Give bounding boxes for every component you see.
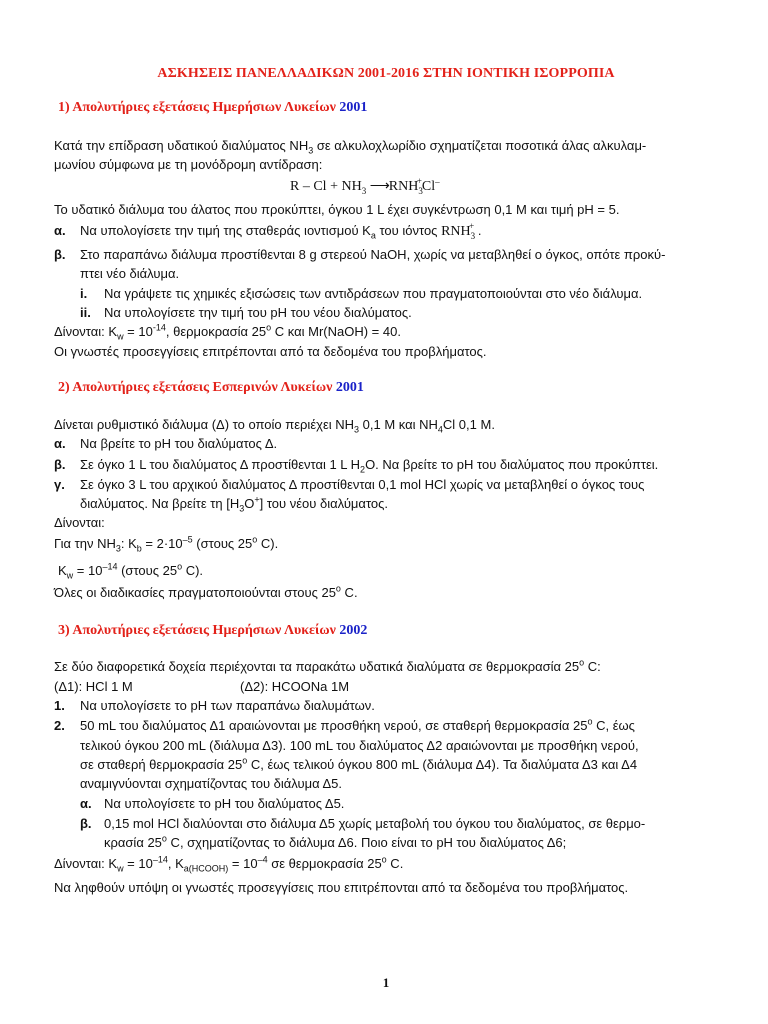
s2-a-label: α. [54,436,66,451]
s2-a-text: Να βρείτε το pH του διαλύματος Δ. [80,436,278,451]
s3-solution-d2: (Δ2): HCOONa 1M [240,679,350,694]
s2-b-text: Σε όγκο 1 L του διαλύματος Δ προστίθενται 1 L H [80,457,361,472]
s3-a-text: Να υπολογίσετε το pH του διαλύματος Δ5. [104,796,345,811]
s2-kw4: C). [182,563,204,578]
s3-solution-d1: (Δ1): HCl 1 M [54,679,133,694]
s3-question-2-l4: αναμιγνύονται σχηματίζοντας του διάλυμα Δ5. [80,776,343,791]
s1-question-b-i [80,285,642,303]
s3-a-label: α. [80,796,92,811]
s2-b-text2: O. Να βρείτε το pH του διαλύματος που προκύπτει. [365,457,659,472]
s1-paragraph-3: Το υδατικό διάλυμα του άλατος που προκύπτει, όγκου 1 L έχει συγκέντρωση 0,1 M και τιμή pH = 5. [54,202,620,217]
s2-given-kb: Για την $NH_3$: $K_b = 2\cdot 10^{-5}$ (στους 25$^o$ C). [54,534,279,554]
section-1-heading-text: 1) Απολυτήριες εξετάσεις Ημερήσιων Λυκείων [58,100,340,115]
s3-paragraph: Σε δύο διαφορετικά δοχεία περιέχονται τα παρακάτω υδατικά διαλύματα σε θερμοκρασία 25$^o$ C: [54,657,601,674]
s3-n2-label: 2. [54,718,65,733]
s3-b-l1: 0,15 mol HCl διαλύονται στο διάλυμα Δ5 χωρίς μεταβολή του όγκου του διαλύματος, σε θερμο- [104,816,646,831]
s3-n2-l3: σε σταθερή θερμοκρασία 25 [80,757,243,772]
page-number: 1 [382,975,390,990]
s1-b-label: β. [54,247,66,262]
s2-p1: Δίνεται ρυθμιστικό διάλυμα (Δ) το οποίο περιέχει ΝΗ [54,417,355,432]
s1-reaction-equation: $R - Cl + NH_3$ $⟶RNH_3^+Cl^-$ [290,176,440,196]
s2-nh3e: C). [257,536,279,551]
s3-note: Να ληφθούν υπόψη οι γνωστές προσεγγίσεις που επιτρέπονται από τα δεδομένα του προβλήματος. [54,880,629,895]
s2-paragraph: Δίνεται ρυθμιστικό διάλυμα (Δ) το οποίο περιέχει $NH_3$ 0,1 M και $NH_4Cl$ 0,1 M. [54,417,495,435]
s3-given-3: , K [167,856,184,871]
section-1-year: 2001 [339,100,368,115]
s2-question-a [54,435,277,453]
s2-all-1: Όλες οι διαδικασίες πραγματοποιούνται στους 25 [54,585,336,600]
s2-p1c: Cl 0,1 M. [442,417,495,432]
s3-b-l2: κρασία 25 [104,835,162,850]
s3-question-2a [80,795,344,813]
s1-paragraph: Κατά την επίδραση υδατικού διαλύματος $NH_3$ σε αλκυλοχλωρίδιο σχηματίζεται ποσοτικά άλας αλκυλαμ- [54,138,647,156]
s2-kw3: (στους 25 [117,563,178,578]
s2-all-conditions: Όλες οι διαδικασίες πραγματοποιούνται στους 25$^o$ C. [54,583,358,600]
s1-ii-label: ii. [80,305,91,320]
s2-all-2: C. [340,585,358,600]
s2-p1b: 0,1 M και NH [359,417,438,432]
s2-b-label: β. [54,457,66,472]
s3-given-6: C. [386,856,404,871]
s3-n1-label: 1. [54,698,65,713]
s3-given-5: σε θερμοκρασία 25 [267,856,382,871]
s3-given-2: = 10 [123,856,153,871]
s1-question-b-ii [80,304,412,322]
section-3-heading [58,623,367,639]
s2-given-kw: $K_w = 10^{-14}$ (στους 25$^o$ C). [58,561,204,581]
s3-n1-text: Να υπολογίσετε το pH των παραπάνω διαλυμάτων. [80,698,375,713]
s1-b-text1: Στο παραπάνω διάλυμα προστίθενται 8 g στερεού NaOH, χωρίς να μεταβληθεί ο όγκος, οπότε προκύ- [80,247,666,262]
s3-p1b: C: [584,659,601,674]
s1-p1a: Κατά την επίδραση υδατικού διαλύματος ΝΗ [54,138,309,153]
s2-question-b: β. Σε όγκο 1 L του διαλύματος Δ προστίθενται 1 L $H_2O$. Να βρείτε το pH του διαλύματος που προκύπτει. [54,457,659,475]
s3-given: Δίνονται: $K_w = 10^{-14}$, $K_{a(HCOOH)} = 10^{-4}$ σε θερμοκρασία 25$^o$ C. [54,854,404,874]
s3-p1: Σε δύο διαφορετικά δοχεία περιέχονται τα παρακάτω υδατικά διαλύματα σε θερμοκρασία 25 [54,659,580,674]
s1-ii-text: Να υπολογίσετε την τιμή του pH του νέου διαλύματος. [104,305,412,320]
s1-i-label: i. [80,286,88,301]
section-3-heading-text: 3) Απολυτήριες εξετάσεις Ημερήσιων Λυκείων [58,623,340,638]
s1-given-1: Δίνονται: K [54,324,118,339]
s1-given-4: C και Mr(NaOH) = 40. [271,324,401,339]
s2-c-2c: ] του νέου διαλύματος. [259,496,388,511]
s1-given-3: , θερμοκρασία 25 [165,324,267,339]
s1-note: Οι γνωστές προσεγγίσεις επιτρέπονται από τα δεδομένα του προβλήματος. [54,344,487,359]
document-title: ΑΣΚΗΣΕΙΣ ΠΑΝΕΛΛΑΔΙΚΩΝ 2001-2016 ΣΤΗΝ ΙΟΝΤΙΚΗ ΙΣΟΡΡΟΠΙΑ [157,66,615,81]
s3-n2-l1: 50 mL του διαλύματος Δ1 αραιώνονται με προσθήκη νερού, σε σταθερή θερμοκρασία 25 [80,718,588,733]
s2-nh3a: Για την ΝΗ [54,536,116,551]
section-2-heading-text: 2) Απολυτήριες εξετάσεις Εσπερινών Λυκείων [58,380,336,395]
s2-c-label: γ. [54,477,65,492]
s3-given-1: Δίνονται: K [54,856,118,871]
s2-nh3c: = 2·10 [141,536,183,551]
s3-n2-l3b: C, έως τελικού όγκου 800 mL (διάλυμα Δ4). Τα διαλύματα Δ3 και Δ4 [247,757,638,772]
section-3-year: 2002 [339,623,368,638]
section-1-heading [58,100,367,116]
s2-c-2a: διαλύματος. Να βρείτε τη [H [80,496,240,511]
s3-question-2: 2. 50 mL του διαλύματος Δ1 αραιώνονται με προσθήκη νερού, σε σταθερή θερμοκρασία 25$^o$ C, έως [54,716,635,733]
s1-a-text2: του ιόντος [375,223,442,238]
s1-a-label: α. [54,223,66,238]
s3-b-l2b: C, σχηματίζοντας το διάλυμα Δ6. Ποιο είναι το pH του διαλύματος Δ6; [166,835,567,850]
s3-question-2-l3: σε σταθερή θερμοκρασία 25$^o$ C, έως τελικού όγκου 800 mL (διάλυμα Δ4). Τα διαλύματα Δ3 και Δ4 [80,755,638,772]
s2-nh3b: : K [120,536,137,551]
s2-kw1: K [58,563,67,578]
s2-c-2b: O [244,496,255,511]
s3-question-2b [80,815,645,833]
s1-question-b [54,246,665,264]
s1-a-text: Να υπολογίσετε την τιμή της σταθεράς ιοντισμού K [80,223,371,238]
s3-question-2-l2: τελικού όγκου 200 mL (διάλυμα Δ3). 100 mL του διαλύματος Δ2 αραιώνονται με προσθήκη νερού, [80,738,639,753]
s3-question-1 [54,697,375,715]
s3-b-label: β. [80,816,92,831]
section-2-heading [58,380,364,396]
section-2-year: 2001 [335,380,364,395]
s3-given-4: = 10 [228,856,258,871]
s1-paragraph-2: μωνίου σύμφωνα με τη μονόδρομη αντίδραση: [54,157,323,172]
s3-n2-l1b: C, έως [592,718,635,733]
s1-i-text: Να γράψετε τις χημικές εξισώσεις των αντιδράσεων που πραγματοποιούνται στο νέο διάλυμα. [104,286,643,301]
s2-kw2: = 10 [73,563,103,578]
s1-given: Δίνονται: $K_w = 10^{-14}$, θερμοκρασία 25$^o$ C και Mr(NaOH) = 40. [54,322,401,342]
s1-given-2: = 10 [123,324,153,339]
s2-question-c-cont: διαλύματος. Να βρείτε τη $[H_3O^+]$ του νέου διαλύματος. [80,494,388,514]
s2-given-label: Δίνονται: [54,515,105,530]
s2-c-text1: Σε όγκο 3 L του αρχικού διαλύματος Δ προστίθενται 0,1 mol HCl χωρίς να μεταβληθεί ο όγκος τους [80,477,645,492]
s3-question-2b-cont: κρασία 25$^o$ C, σχηματίζοντας το διάλυμα Δ6. Ποιο είναι το pH του διαλύματος Δ6; [104,833,567,850]
s1-p1b: σε αλκυλοχλωρίδιο σχηματίζεται ποσοτικά άλας αλκυλαμ- [313,138,647,153]
s2-nh3d: (στους 25 [192,536,253,551]
s1-question-a: α. Να υπολογίσετε την τιμή της σταθεράς ιοντισμού $K_a$ του ιόντος $RNH_3^+$ . [54,221,482,241]
s2-question-c [54,476,644,494]
s1-question-b-cont: πτει νέο διάλυμα. [80,266,180,281]
